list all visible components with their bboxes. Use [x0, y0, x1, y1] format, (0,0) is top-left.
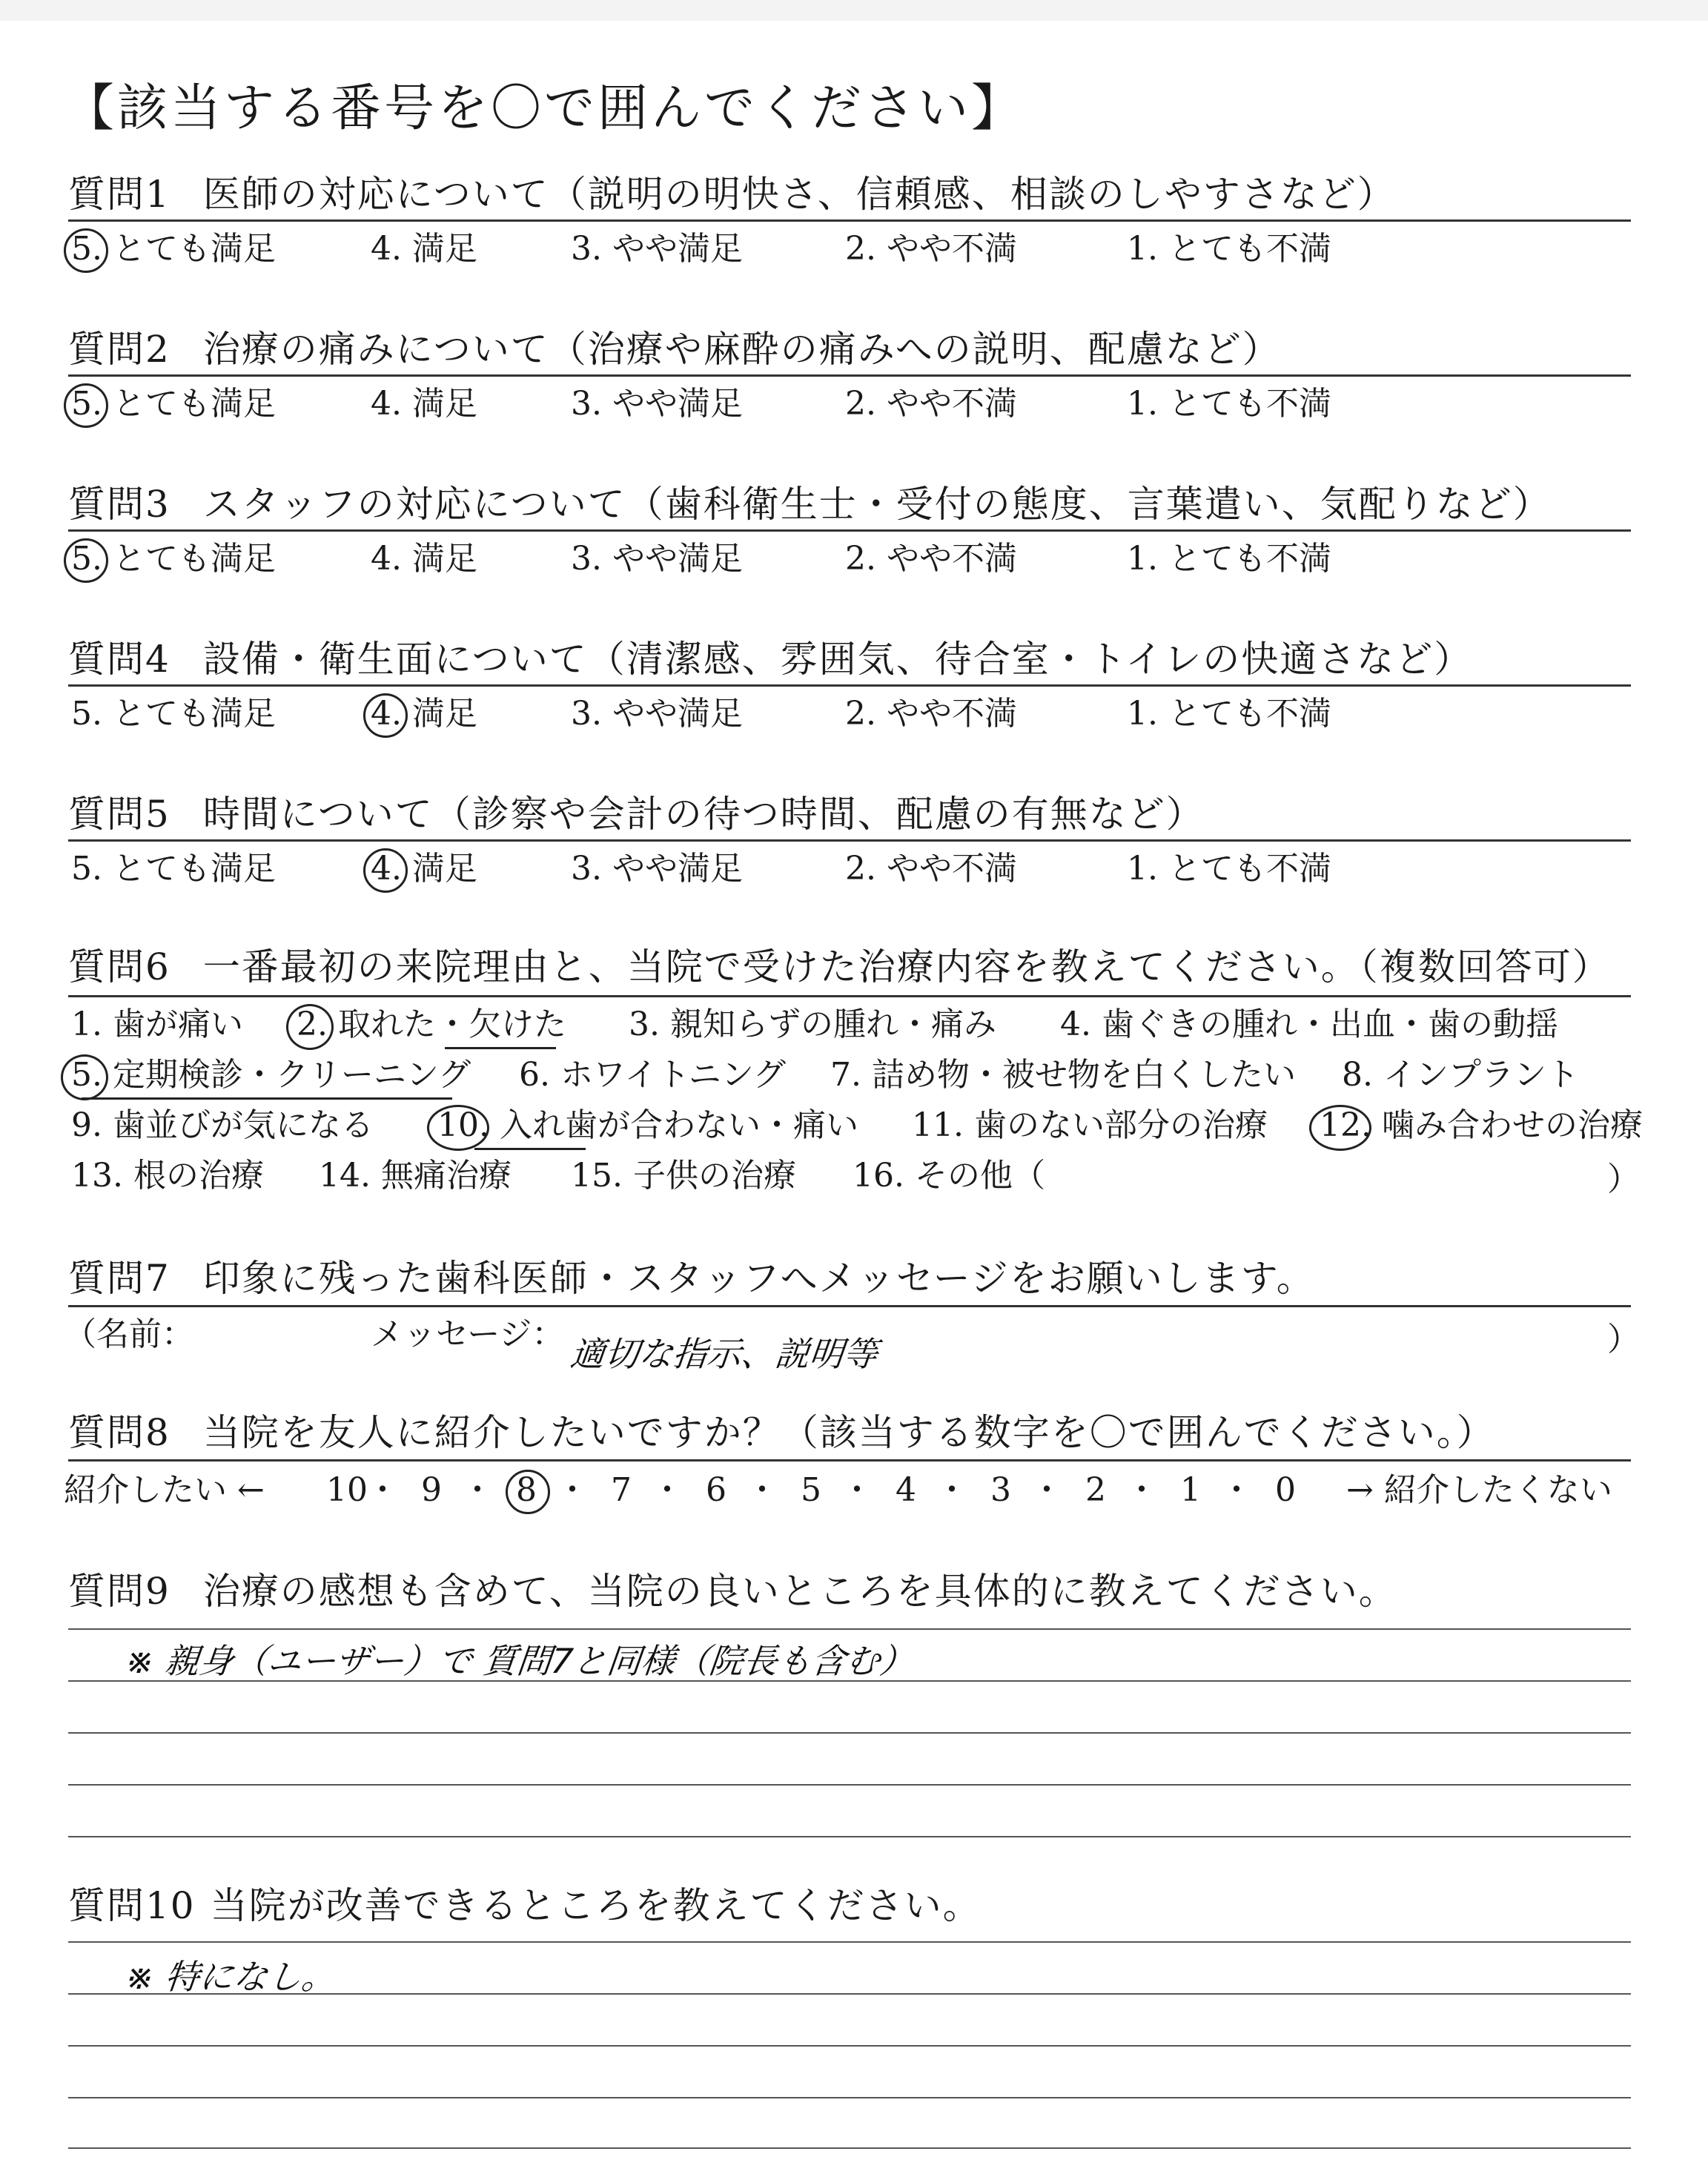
recommend-separator: ・ — [651, 1471, 683, 1509]
question-3 — [68, 478, 1631, 531]
question-7-number: 質問7 — [68, 1257, 171, 1300]
q4-option-5[interactable]: 5. とても満足 — [71, 695, 276, 733]
q10-line-1 — [68, 1941, 1631, 1943]
q2-selection-circle — [64, 383, 108, 428]
q1-option-4[interactable]: 4. 満足 — [371, 230, 477, 268]
q10-handwriting: ※ 特になし。 — [123, 1957, 338, 1997]
question-4-rule — [68, 684, 1631, 687]
recommend-score-4[interactable]: 4 — [896, 1471, 916, 1509]
question-8-number: 質問8 — [68, 1411, 171, 1454]
q6-handwritten-underline — [82, 1097, 452, 1100]
question-10-number: 質問10 — [68, 1884, 196, 1927]
message-label: メッセージ： — [371, 1315, 565, 1353]
question-10 — [68, 1879, 1631, 1932]
recommend-separator: ・ — [461, 1471, 494, 1509]
question-8 — [68, 1406, 1631, 1459]
q6-option[interactable]: 5. 定期検診・クリーニング — [71, 1056, 471, 1094]
question-10-text: 当院が改善できるところを教えてください。 — [210, 1884, 982, 1927]
q5-option-3[interactable]: 3. やや満足 — [571, 850, 743, 888]
question-3-number: 質問3 — [68, 483, 171, 526]
q6-option[interactable]: 13. 根の治療 — [71, 1157, 264, 1195]
q6-handwritten-underline — [445, 1047, 556, 1049]
question-7-rule — [68, 1305, 1631, 1307]
q6-option[interactable]: 14. 無痛治療 — [319, 1157, 512, 1195]
q4-selection-circle — [363, 693, 408, 738]
question-2-text: 治療の痛みについて（治療や麻酔の痛みへの説明、配慮など） — [202, 328, 1281, 371]
q9-line-3 — [68, 1732, 1631, 1734]
recommend-score-8[interactable]: 8 — [516, 1471, 537, 1509]
recommend-selection-circle — [506, 1470, 550, 1514]
q1-option-1[interactable]: 1. とても不満 — [1127, 230, 1331, 268]
q6-option[interactable]: 9. 歯並びが気になる — [71, 1106, 374, 1144]
q6-selection-circle — [427, 1105, 489, 1151]
question-9 — [68, 1565, 1631, 1618]
q5-selection-circle — [363, 848, 408, 893]
recommend-score-9[interactable]: 9 — [421, 1471, 442, 1509]
question-6 — [68, 940, 1631, 994]
recommend-score-0[interactable]: 0 — [1275, 1471, 1296, 1509]
q10-line-3 — [68, 2045, 1631, 2047]
q9-line-5 — [68, 1836, 1631, 1837]
q6-option[interactable]: 2. 取れた・欠けた — [297, 1005, 566, 1043]
q6-option[interactable]: 15. 子供の治療 — [571, 1157, 796, 1195]
recommend-score-2[interactable]: 2 — [1085, 1471, 1106, 1509]
recommend-separator: ・ — [1125, 1471, 1158, 1509]
question-7 — [68, 1252, 1631, 1305]
question-1-text: 医師の対応について（説明の明快さ、信頼感、相談のしやすさなど） — [202, 173, 1396, 216]
recommend-score-7[interactable]: 7 — [611, 1471, 632, 1509]
q6-option[interactable]: 3. 親知らずの腫れ・痛み — [629, 1005, 996, 1043]
page-top-edge — [0, 0, 1708, 21]
q3-option-5[interactable]: 5. とても満足 — [71, 540, 276, 578]
question-7-text: 印象に残った歯科医師・スタッフへメッセージをお願いします。 — [202, 1257, 1315, 1300]
q9-line-4 — [68, 1784, 1631, 1786]
question-5-rule — [68, 839, 1631, 842]
message-handwriting: 適切な指示、説明等 — [568, 1334, 880, 1374]
question-1 — [68, 168, 1631, 221]
question-6-text: 一番最初の来院理由と、当院で受けた治療内容を教えてください。（複数回答可） — [202, 945, 1611, 988]
question-2-number: 質問2 — [68, 328, 171, 371]
question-4-text: 設備・衛生面について（清潔感、雰囲気、待合室・トイレの快適さなど） — [202, 638, 1473, 681]
recommend-left-label: 紹介したい ← — [64, 1471, 265, 1509]
recommend-score-6[interactable]: 6 — [706, 1471, 726, 1509]
q6-option[interactable]: 1. 歯が痛い — [71, 1005, 243, 1043]
q5-option-4[interactable]: 4. 満足 — [371, 850, 477, 888]
q3-option-4[interactable]: 4. 満足 — [371, 540, 477, 578]
question-6-rule — [68, 995, 1631, 997]
question-5 — [68, 787, 1631, 841]
q2-option-3[interactable]: 3. やや満足 — [571, 385, 743, 423]
recommend-right-label: → 紹介したくない — [1346, 1471, 1612, 1509]
q6-selection-circle — [286, 1004, 334, 1050]
q6-selection-circle — [61, 1054, 108, 1100]
recommend-score-10[interactable]: 10 — [326, 1471, 368, 1509]
q1-option-3[interactable]: 3. やや満足 — [571, 230, 743, 268]
question-1-rule — [68, 219, 1631, 222]
q2-option-2[interactable]: 2. やや不満 — [845, 385, 1017, 423]
q3-option-3[interactable]: 3. やや満足 — [571, 540, 743, 578]
question-2-rule — [68, 374, 1631, 377]
q6-option[interactable]: 12. 噛み合わせの治療 — [1320, 1106, 1643, 1144]
recommend-score-5[interactable]: 5 — [801, 1471, 821, 1509]
question-8-text: 当院を友人に紹介したいですか？（該当する数字を〇で囲んでください。） — [202, 1411, 1495, 1454]
question-4-number: 質問4 — [68, 638, 171, 681]
q9-line-1 — [68, 1628, 1631, 1630]
q2-option-1[interactable]: 1. とても不満 — [1127, 385, 1331, 423]
q4-option-4[interactable]: 4. 満足 — [371, 695, 477, 733]
q4-option-3[interactable]: 3. やや満足 — [571, 695, 743, 733]
recommend-separator: ・ — [746, 1471, 778, 1509]
q5-option-5[interactable]: 5. とても満足 — [71, 850, 276, 888]
q6-option[interactable]: 4. 歯ぐきの腫れ・出血・歯の動揺 — [1060, 1005, 1558, 1043]
q1-option-5[interactable]: 5. とても満足 — [71, 230, 276, 268]
q1-selection-circle — [64, 228, 108, 273]
q6-handwritten-underline — [474, 1148, 586, 1150]
question-9-number: 質問9 — [68, 1570, 171, 1613]
q4-option-1[interactable]: 1. とても不満 — [1127, 695, 1331, 733]
q5-option-2[interactable]: 2. やや不満 — [845, 850, 1017, 888]
recommend-separator: ・ — [366, 1471, 399, 1509]
q3-option-2[interactable]: 2. やや不満 — [845, 540, 1017, 578]
q2-option-4[interactable]: 4. 満足 — [371, 385, 477, 423]
recommend-score-3[interactable]: 3 — [990, 1471, 1011, 1509]
question-2 — [68, 323, 1631, 376]
q6-option[interactable]: 11. 歯のない部分の治療 — [912, 1106, 1268, 1144]
question-5-text: 時間について（診察や会計の待つ時間、配慮の有無など） — [202, 793, 1205, 836]
q6-option[interactable]: 10. 入れ歯が合わない・痛い — [437, 1106, 858, 1144]
q2-option-5[interactable]: 5. とても満足 — [71, 385, 276, 423]
question-9-text: 治療の感想も含めて、当院の良いところを具体的に教えてください。 — [202, 1570, 1397, 1613]
question-6-number: 質問6 — [68, 945, 171, 988]
q4-option-2[interactable]: 2. やや不満 — [845, 695, 1017, 733]
q5-option-1[interactable]: 1. とても不満 — [1127, 850, 1331, 888]
q9-line-2 — [68, 1680, 1631, 1682]
q6-selection-circle — [1309, 1105, 1371, 1151]
q3-option-1[interactable]: 1. とても不満 — [1127, 540, 1331, 578]
form-title: 【該当する番号を〇で囲んでください】 — [64, 79, 1025, 138]
q6-option[interactable]: 7. 詰め物・被せ物を白くしたい — [830, 1056, 1296, 1094]
other-close-paren: ） — [1607, 1160, 1640, 1198]
question-4 — [68, 633, 1631, 686]
question-3-rule — [68, 529, 1631, 532]
q6-option[interactable]: 16. その他（ — [853, 1157, 1045, 1195]
message-close-paren: ） — [1607, 1321, 1640, 1358]
q3-selection-circle — [64, 538, 108, 583]
q1-option-2[interactable]: 2. やや不満 — [845, 230, 1017, 268]
name-label: （名前： — [64, 1315, 194, 1353]
q6-option[interactable]: 8. インプラント — [1342, 1056, 1579, 1094]
question-8-rule — [68, 1459, 1631, 1462]
q10-line-4 — [68, 2097, 1631, 2098]
recommend-score-1[interactable]: 1 — [1180, 1471, 1201, 1509]
question-1-number: 質問1 — [68, 173, 171, 216]
question-5-number: 質問5 — [68, 793, 171, 836]
recommend-separator: ・ — [936, 1471, 968, 1509]
q10-line-5 — [68, 2147, 1631, 2149]
recommend-separator: ・ — [1030, 1471, 1063, 1509]
recommend-separator: ・ — [1220, 1471, 1253, 1509]
question-3-text: スタッフの対応について（歯科衛生士・受付の態度、言葉遣い、気配りなど） — [202, 483, 1552, 526]
q6-option[interactable]: 6. ホワイトニング — [519, 1056, 787, 1094]
recommend-separator: ・ — [841, 1471, 873, 1509]
recommend-separator: ・ — [556, 1471, 589, 1509]
q9-handwriting: ※ 親身（ユーザー）で 質問7と同様（院長も含む） — [123, 1641, 916, 1681]
q10-line-2 — [68, 1993, 1631, 1995]
